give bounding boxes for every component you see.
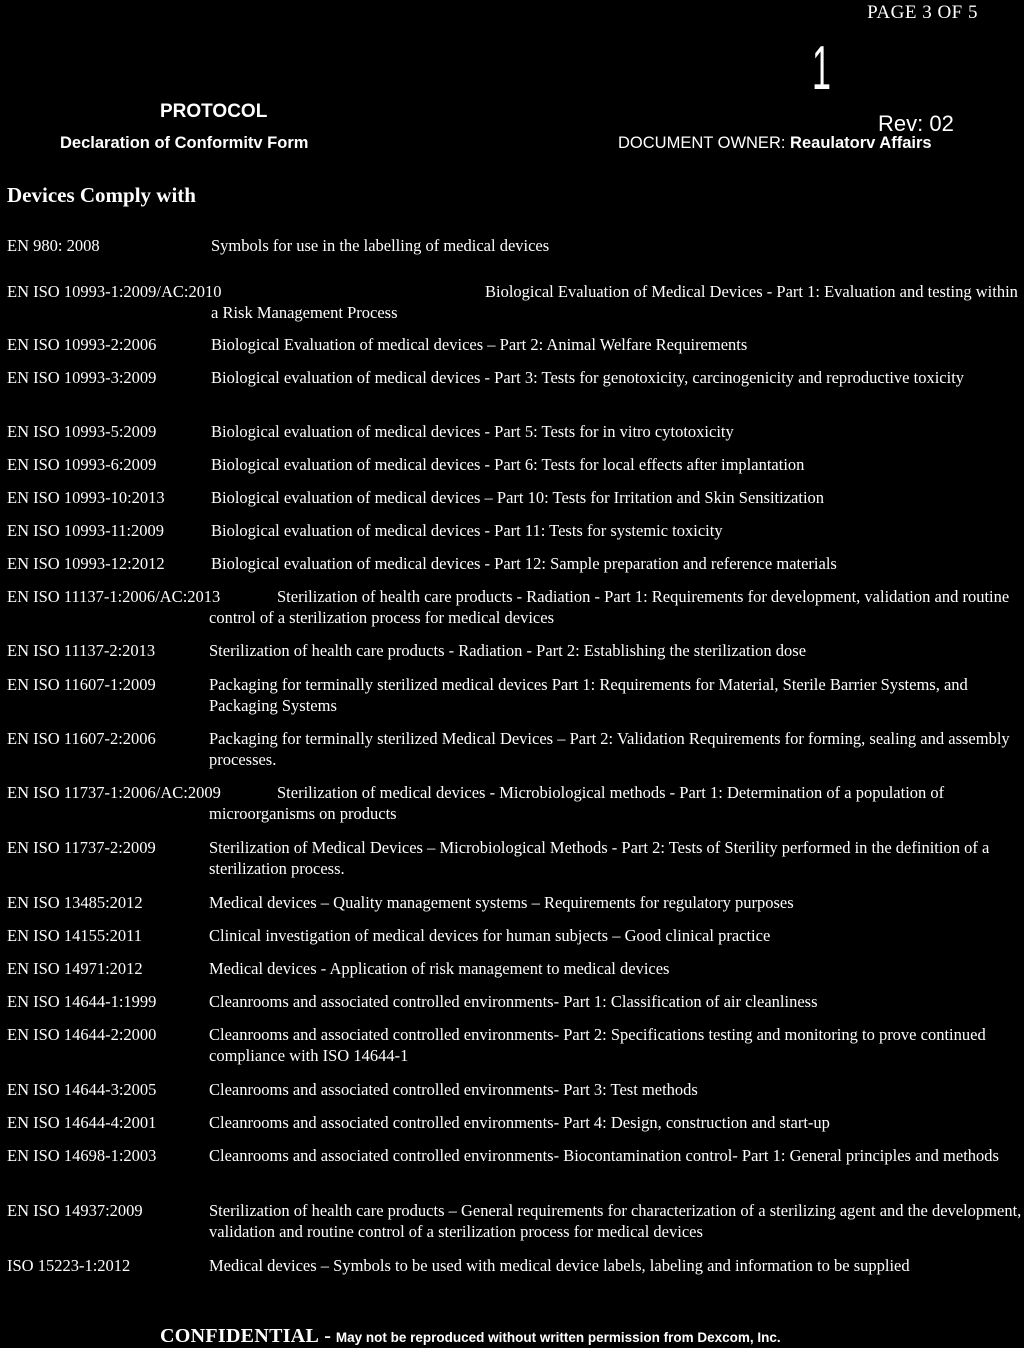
standard-title: Biological evaluation of medical devices – Part 10: Tests for Irritation and Skin Sensitization: [211, 488, 825, 507]
standard-entry: [7, 925, 1024, 946]
standard-entry: [7, 454, 1024, 475]
standard-id: EN ISO 14937:2009: [7, 1201, 143, 1220]
standard-title: Cleanrooms and associated controlled environments- Part 4: Design, construction and start-up: [209, 1113, 830, 1132]
owner-value: Reaulatorv Affairs: [790, 134, 932, 152]
standard-entry: [7, 487, 1024, 508]
standard-id: EN ISO 11737-1:2006/AC:2009: [7, 783, 221, 802]
standard-entry: [7, 640, 1024, 661]
confidential-label: CONFIDENTIAL: [160, 1325, 320, 1347]
standard-id: EN ISO 14644-2:2000: [7, 1025, 157, 1044]
standard-entry: [7, 520, 1024, 541]
standard-title: Medical devices - Application of risk management to medical devices: [209, 959, 670, 978]
standard-entry: [7, 991, 1024, 1012]
standard-id: EN ISO 10993-2:2006: [7, 335, 157, 354]
standard-entry: [7, 235, 1024, 256]
standard-id: EN ISO 11607-2:2006: [7, 729, 156, 748]
standard-id: EN ISO 14644-4:2001: [7, 1113, 157, 1132]
standard-title: Cleanrooms and associated controlled environments- Part 2: Specifications testing and monitoring to prove continued compliance with ISO 14644-1: [209, 1025, 986, 1065]
standard-id: EN ISO 13485:2012: [7, 893, 143, 912]
standard-title: Sterilization of health care products - Radiation - Part 1: Requirements for development, validation and routine control of a sterilization process for medical devices: [209, 587, 1010, 627]
standard-id: EN ISO 10993-6:2009: [7, 455, 157, 474]
standard-title: Medical devices – Quality management systems – Requirements for regulatory purposes: [209, 893, 794, 912]
standard-id: EN ISO 14971:2012: [7, 959, 143, 978]
standard-entry: [7, 367, 1024, 388]
standard-id: EN ISO 14644-3:2005: [7, 1080, 157, 1099]
standard-entry: [7, 958, 1024, 979]
standard-title: Cleanrooms and associated controlled environments- Biocontamination control- Part 1: General principles and methods: [209, 1146, 999, 1165]
standard-title: Packaging for terminally sterilized medical devices Part 1: Requirements for Material, Sterile Barrier Systems, and Packaging Systems: [209, 675, 968, 715]
revision-label: Rev: 02: [878, 111, 954, 136]
standard-title: Biological Evaluation of Medical Devices - Part 1: Evaluation and testing within a Risk Management Process: [211, 282, 1018, 322]
section-heading: Devices Comply with: [7, 183, 196, 207]
standard-id: EN ISO 14155:2011: [7, 926, 143, 945]
standard-title: Sterilization of Medical Devices – Microbiological Methods - Part 2: Tests of Sterility performed in the definition of a sterilization process.: [209, 838, 990, 878]
standard-id: EN 980: 2008: [7, 236, 100, 255]
standard-id: EN ISO 11137-1:2006/AC:2013: [7, 587, 221, 606]
standard-title: Biological evaluation of medical devices - Part 12: Sample preparation and reference materials: [211, 554, 837, 573]
document-owner: [618, 134, 932, 153]
standard-id: EN ISO 11607-1:2009: [7, 675, 156, 694]
standard-title: Biological evaluation of medical devices - Part 11: Tests for systemic toxicity: [211, 521, 723, 540]
standard-title: Biological evaluation of medical devices - Part 6: Tests for local effects after implantation: [211, 455, 805, 474]
standard-entry: [7, 1145, 1024, 1166]
standard-id: EN ISO 10993-1:2009/AC:2010: [7, 282, 222, 301]
standard-id: EN ISO 14698-1:2003: [7, 1146, 157, 1165]
standard-entry: [7, 553, 1024, 574]
standard-id: EN ISO 11137-2:2013: [7, 641, 156, 660]
standard-entry: [7, 1112, 1024, 1133]
standard-title: Cleanrooms and associated controlled environments- Part 1: Classification of air cleanliness: [209, 992, 818, 1011]
standard-entry: [7, 1079, 1024, 1100]
standard-entry: [7, 334, 1024, 355]
standard-title: Sterilization of health care products - Radiation - Part 2: Establishing the sterilization dose: [209, 641, 807, 660]
standard-title: Biological evaluation of medical devices - Part 3: Tests for genotoxicity, carcinogenicity and reproductive toxicity: [211, 368, 965, 387]
standard-id: EN ISO 10993-3:2009: [7, 368, 157, 387]
standard-entry: [7, 837, 1024, 879]
reproduction-notice: May not be reproduced without written permission from Dexcom, Inc.: [335, 1330, 781, 1345]
document-number: 1: [812, 34, 831, 103]
standard-title: Sterilization of medical devices - Microbiological methods - Part 1: Determination of a population of microorganisms on products: [209, 783, 945, 823]
standard-entry: [7, 1200, 1024, 1242]
standard-title: Clinical investigation of medical devices for human subjects – Good clinical practice: [209, 926, 771, 945]
standard-entry: [7, 782, 1024, 824]
standard-entry: [7, 1024, 1024, 1066]
standard-entry: [7, 728, 1024, 770]
standard-title: Symbols for use in the labelling of medical devices: [211, 236, 550, 255]
page-number-label: PAGE 3 OF 5: [867, 2, 978, 23]
standard-id: ISO 15223-1:2012: [7, 1256, 131, 1275]
standard-entry: [7, 1255, 1024, 1276]
standard-entry: [7, 674, 1024, 716]
owner-label: DOCUMENT OWNER:: [618, 134, 786, 152]
footer-separator: -: [319, 1325, 336, 1347]
standard-entry: [7, 421, 1024, 442]
standard-id: EN ISO 11737-2:2009: [7, 838, 156, 857]
standard-title: Sterilization of health care products – General requirements for characterization of a sterilizing agent and the development, validation and routine control of a sterilization process for medical devices: [209, 1201, 1022, 1241]
standard-title: Packaging for terminally sterilized Medical Devices – Part 2: Validation Requirements for forming, sealing and assembly processes.: [209, 729, 1010, 769]
standard-entry: [7, 892, 1024, 913]
standard-id: EN ISO 10993-10:2013: [7, 488, 165, 507]
protocol-heading: PROTOCOL: [160, 101, 268, 122]
form-title: Declaration of Conformitv Form: [60, 134, 309, 152]
standard-id: EN ISO 10993-5:2009: [7, 422, 157, 441]
standard-id: EN ISO 14644-1:1999: [7, 992, 157, 1011]
standard-entry: [7, 281, 1024, 323]
standard-title: Biological evaluation of medical devices - Part 5: Tests for in vitro cytotoxicity: [211, 422, 734, 441]
standard-entry: [7, 586, 1024, 628]
confidentiality-notice: [160, 1325, 781, 1348]
standard-title: Medical devices – Symbols to be used with medical device labels, labeling and information to be supplied: [209, 1256, 910, 1275]
standard-title: Biological Evaluation of medical devices – Part 2: Animal Welfare Requirements: [211, 335, 748, 354]
standard-title: Cleanrooms and associated controlled environments- Part 3: Test methods: [209, 1080, 698, 1099]
standard-id: EN ISO 10993-11:2009: [7, 521, 165, 540]
standard-id: EN ISO 10993-12:2012: [7, 554, 165, 573]
